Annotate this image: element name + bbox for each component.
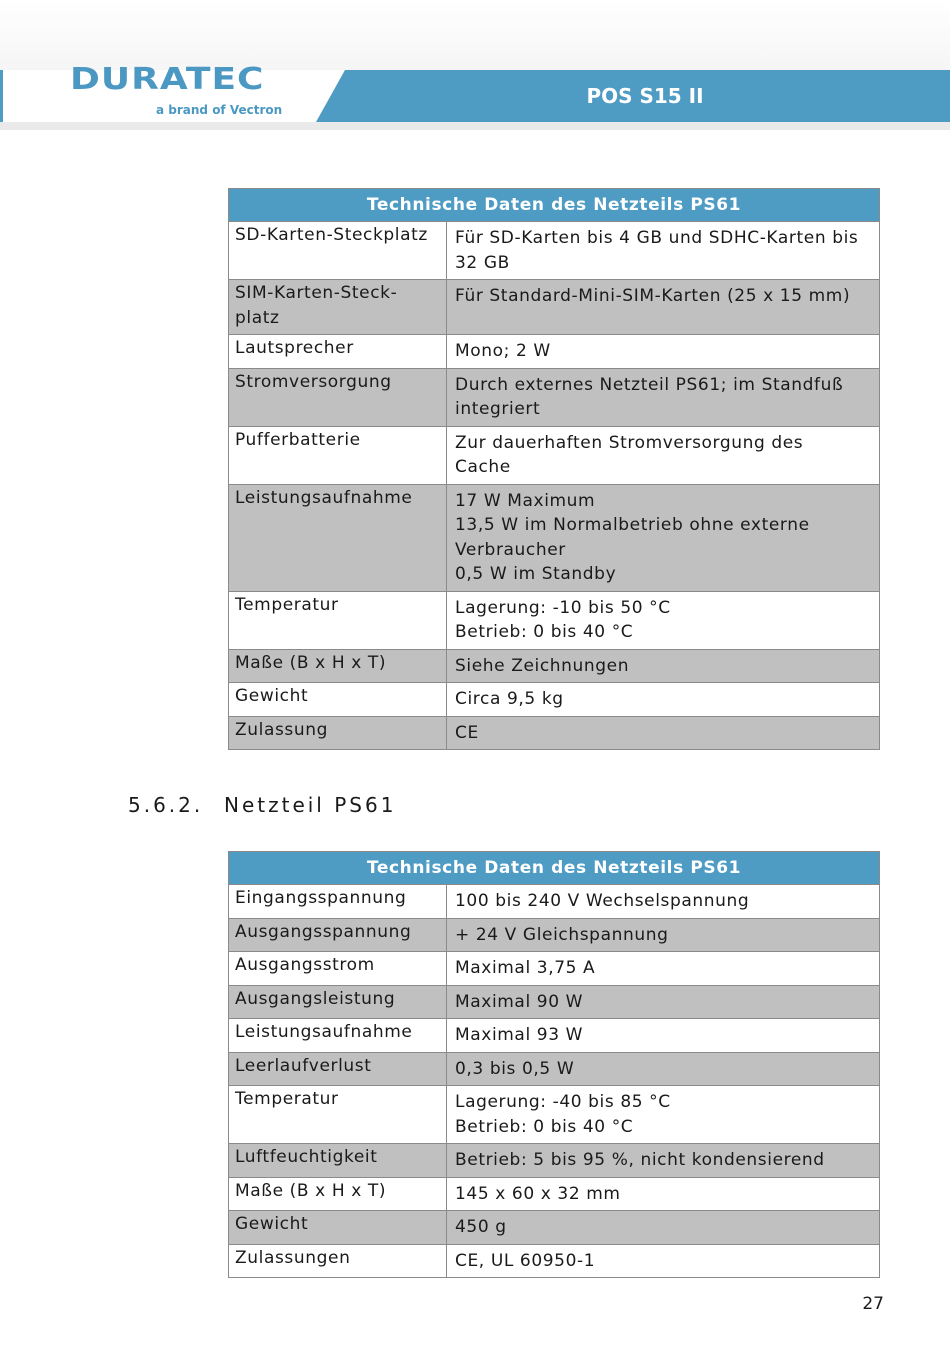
- row-key: Lautsprecher: [229, 335, 447, 369]
- table-row: [229, 1052, 880, 1086]
- table-row: [229, 716, 880, 750]
- row-value: CE, UL 60950-1: [447, 1244, 880, 1278]
- row-value: 145 x 60 x 32 mm: [447, 1177, 880, 1211]
- row-key: Ausgangsstrom: [229, 952, 447, 986]
- table-row: [229, 1244, 880, 1278]
- table-body: [229, 222, 880, 750]
- row-key: Zulassung: [229, 716, 447, 750]
- row-value: Lagerung: -10 bis 50 °C Betrieb: 0 bis 40 °C: [447, 591, 880, 649]
- row-key: Eingangsspannung: [229, 885, 447, 919]
- table-row: [229, 484, 880, 591]
- table-row: [229, 683, 880, 717]
- row-value: Maximal 3,75 A: [447, 952, 880, 986]
- row-key: Maße (B x H x T): [229, 649, 447, 683]
- page-header: [0, 0, 950, 130]
- logo-tagline: a brand of Vectron: [156, 103, 283, 117]
- row-key: SD-Karten-Steckplatz: [229, 222, 447, 280]
- spec-table-2: [228, 851, 880, 1278]
- header-left-bar: [0, 70, 3, 122]
- table-row: [229, 335, 880, 369]
- row-key: Temperatur: [229, 1086, 447, 1144]
- table-row: [229, 591, 880, 649]
- model-title: POS S15 II: [586, 84, 704, 108]
- table-row: [229, 1086, 880, 1144]
- spec-table-1: [228, 188, 880, 750]
- row-value: Maximal 93 W: [447, 1019, 880, 1053]
- table-row: [229, 952, 880, 986]
- table-title: Technische Daten des Netzteils PS61: [229, 852, 880, 885]
- row-value: CE: [447, 716, 880, 750]
- duratec-logo: DURATEC: [70, 62, 265, 97]
- row-value: Betrieb: 5 bis 95 %, nicht kondensierend: [447, 1144, 880, 1178]
- section-number: 5.6.2.: [128, 793, 204, 817]
- table-row: [229, 280, 880, 335]
- row-value: Maximal 90 W: [447, 985, 880, 1019]
- page-number: 27: [862, 1294, 884, 1314]
- row-key: Gewicht: [229, 683, 447, 717]
- row-value: Für Standard-Mini-SIM-Karten (25 x 15 mm): [447, 280, 880, 335]
- row-value: 450 g: [447, 1211, 880, 1245]
- row-key: Stromversorgung: [229, 368, 447, 426]
- row-key: Leerlaufverlust: [229, 1052, 447, 1086]
- table-row: [229, 649, 880, 683]
- row-key: Gewicht: [229, 1211, 447, 1245]
- row-key: Temperatur: [229, 591, 447, 649]
- table-row: [229, 1144, 880, 1178]
- row-value: Zur dauerhaften Stromversorgung des Cache: [447, 426, 880, 484]
- table-row: [229, 368, 880, 426]
- row-value: Durch externes Netzteil PS61; im Standfuß integriert: [447, 368, 880, 426]
- row-key: Ausgangsleistung: [229, 985, 447, 1019]
- table-body: [229, 885, 880, 1278]
- table-row: [229, 885, 880, 919]
- row-value: + 24 V Gleichspannung: [447, 918, 880, 952]
- table-row: [229, 426, 880, 484]
- row-key: Pufferbatterie: [229, 426, 447, 484]
- table-row: [229, 222, 880, 280]
- row-value: Mono; 2 W: [447, 335, 880, 369]
- row-key: Maße (B x H x T): [229, 1177, 447, 1211]
- row-key: Leistungsaufnahme: [229, 484, 447, 591]
- table-row: [229, 1177, 880, 1211]
- section-title: Netzteil PS61: [224, 793, 397, 817]
- row-value: Für SD-Karten bis 4 GB und SDHC-Karten bis 32 GB: [447, 222, 880, 280]
- row-key: Zulassungen: [229, 1244, 447, 1278]
- row-value: 0,3 bis 0,5 W: [447, 1052, 880, 1086]
- row-value: 17 W Maximum 13,5 W im Normalbetrieb ohne externe Verbraucher 0,5 W im Standby: [447, 484, 880, 591]
- row-key: Ausgangsspannung: [229, 918, 447, 952]
- row-value: Lagerung: -40 bis 85 °C Betrieb: 0 bis 40 °C: [447, 1086, 880, 1144]
- row-value: 100 bis 240 V Wechselspannung: [447, 885, 880, 919]
- row-key: Luftfeuchtigkeit: [229, 1144, 447, 1178]
- table-row: [229, 918, 880, 952]
- row-value: Circa 9,5 kg: [447, 683, 880, 717]
- table-row: [229, 985, 880, 1019]
- row-key: Leistungsaufnahme: [229, 1019, 447, 1053]
- table-title: Technische Daten des Netzteils PS61: [229, 189, 880, 222]
- table-row: [229, 1019, 880, 1053]
- table-row: [229, 1211, 880, 1245]
- row-value: Siehe Zeichnungen: [447, 649, 880, 683]
- row-key: SIM-Karten-Steck- platz: [229, 280, 447, 335]
